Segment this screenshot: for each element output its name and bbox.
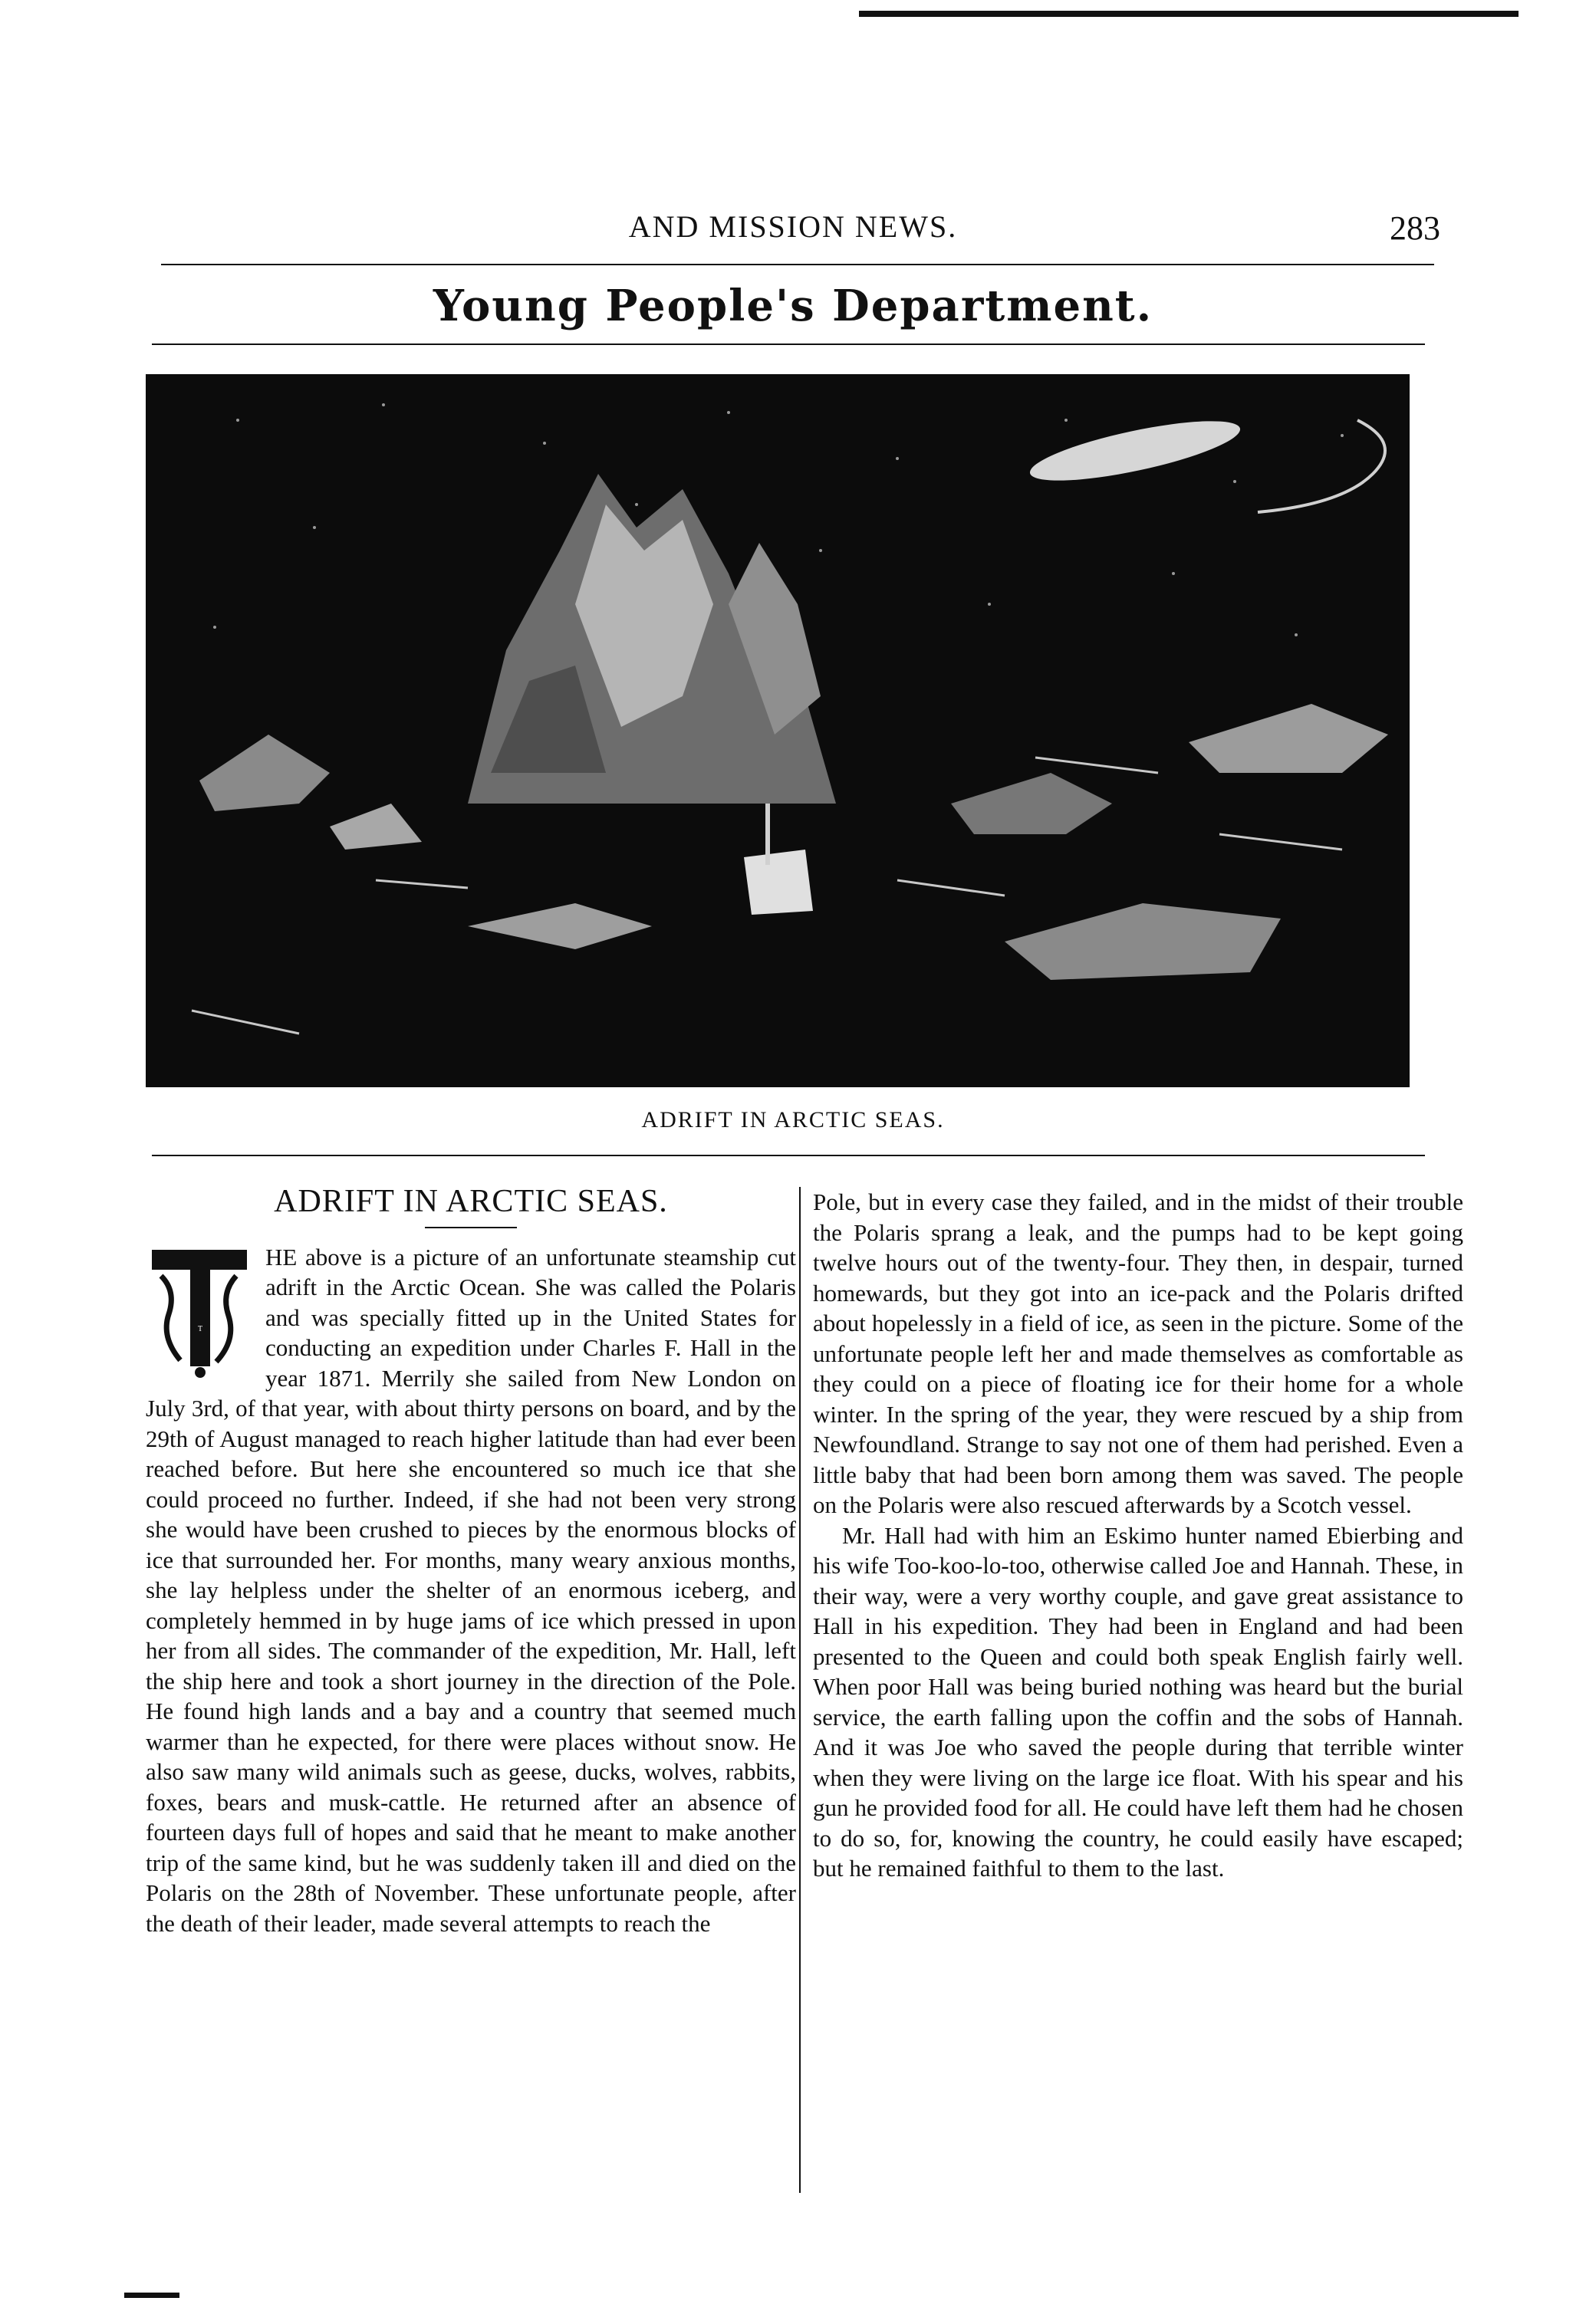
right-column-paragraph-2: Mr. Hall had with him an Eskimo hunter named Ebierbing and his wife Too-koo-lo-too, otherwise called Joe and Hannah. These, in their way, were a very worthy couple, and gave great assistance to Hall in his expedition. They had been in England and had been presented to the Queen and could both speak English fairly well. When poor Hall was being buried nothing was heard but the burial service, the earth falling upon the coffin and the sobs of Hannah. And it was Joe who saved the people during that terrible winter when they were living on the large ice float. With his spear and his gun he provided food for all. He could have left them had he chosen to do so, for, knowing the country, he could easily have escaped; but he remained faithful to them to the last. xyxy=(813,1521,1463,1882)
title-rule xyxy=(425,1227,517,1228)
arctic-iceberg-engraving xyxy=(146,374,1410,1087)
bottom-margin-mark xyxy=(124,2293,179,2298)
top-edge-rule xyxy=(859,11,1519,17)
right-column xyxy=(813,1187,1463,1884)
drop-cap-ornament xyxy=(146,1245,252,1379)
department-title: Young People's Department. xyxy=(433,281,1153,331)
page-number: 283 xyxy=(1390,209,1440,247)
header-rule xyxy=(161,264,1434,265)
running-head: AND MISSION NEWS. xyxy=(628,209,958,244)
column-divider xyxy=(799,1187,801,2193)
department-rule xyxy=(152,344,1425,345)
left-column xyxy=(146,1184,796,1938)
drop-cap-letter: T xyxy=(197,1324,203,1333)
left-column-text: HE above is a picture of an unfortunate steamship cut adrift in the Arctic Ocean. She was called the Polaris and was specially fitted up in the United States for conducting an expedition under Charles F. Hall in the year 1871. Merrily she sailed from New London on July 3rd, of that year, with about thirty persons on board, and by the 29th of August managed to reach higher latitude than had ever been reached before. But here she encountered so much ice that she could proceed no further. Indeed, if she had not been very strong she would have been crushed to pieces by the enormous blocks of ice that surrounded her. For months, many weary anxious months, she lay helpless under the shelter of an enormous iceberg, and completely hemmed in by huge jams of ice which pressed in upon her from all sides. The commander of the expedition, Mr. Hall, left the ship here and took a short journey in the direction of the Pole. He found high lands and a bay and a country that seemed much warmer than he expected, for there were places without snow. He also saw many wild animals such as geese, ducks, wolves, rabbits, foxes, bears and musk-cattle. He returned after an absence of fourteen days full of hopes and said that he meant to make another trip of the same kind, but he was suddenly taken ill and died on the Polaris on the 28th of November. These unfortunate people, after the death of their leader, made several attempts to reach the xyxy=(146,1243,796,1937)
article-title: ADRIFT IN ARCTIC SEAS. xyxy=(274,1184,668,1219)
caption-rule xyxy=(152,1155,1425,1156)
iceberg-illustration xyxy=(146,374,1410,1087)
right-column-paragraph-1: Pole, but in every case they failed, and in the midst of their trouble the Polaris sprang a leak, and the pumps had to be kept going twelve hours out of the twenty-four. They then, in despair, turned homewards, but they got into an ice-pack and the Polaris drifted about hopelessly in a field of ice, as seen in the picture. Some of the unfortunate people left her and made themselves as comfortable as they could on a piece of floating ice for their home for a whole winter. In the spring of the year, they were rescued by a ship from Newfoundland. Strange to say not one of them had perished. Even a little baby that had been born among them was saved. The people on the Polaris were also rescued afterwards by a Scotch vessel. xyxy=(813,1188,1463,1518)
illustration-caption: ADRIFT IN ARCTIC SEAS. xyxy=(641,1107,945,1132)
